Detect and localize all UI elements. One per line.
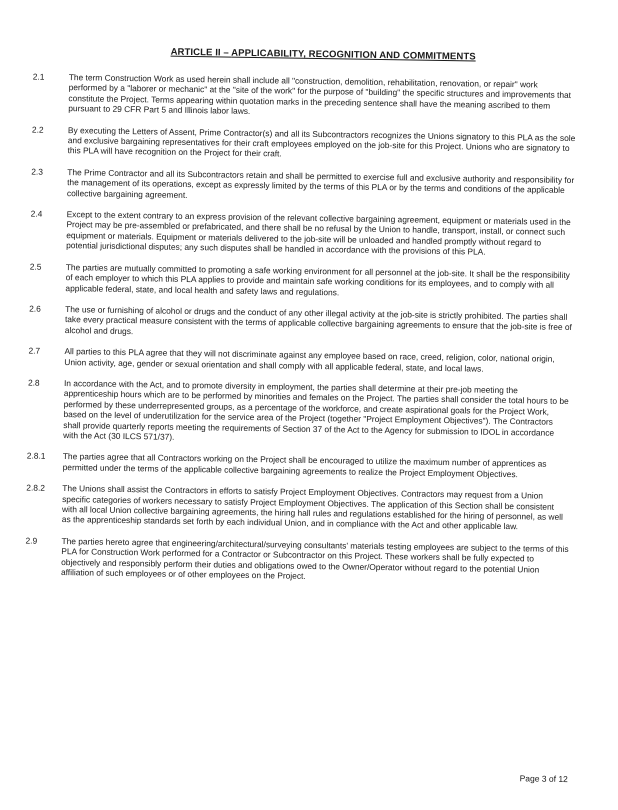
section-number: 2.1 (32, 71, 45, 82)
section-2-8 (27, 377, 572, 448)
section-text: The term Construction Work as used herein shall include all "construction, demolition, rehabilitation, renovation, or repair" work performed by a "laborer or mechanic" at the "site of the work" for the purpose of "building" the specific structures and improvements that constitute the Project. Terms appearing within quotation marks in the preceding sentence shall have the meaning ascribed to them pursuant to 29 CFR Part 5 and Illinois labor laws. (68, 72, 572, 117)
section-text: The Prime Contractor and all its Subcontractors retain and shall be permitted to exercise full and exclusive authority and responsibility for the management of its operations, except as expressly limited by the terms of this PLA or by the terms and conditions of the applicable collective bargaining agreement. (66, 166, 575, 200)
section-text: The Unions shall assist the Contractors in efforts to satisfy Project Employment Objectives. Contractors may request from a Union specific categories of workers necessary to satisfy Project Employment Objectives. The application of this Section shall be consistent with all local Union collective bargaining agreements, the hiring hall rules and regulations established for the hiring of personnel, as well as the apprenticeship standards set forth by each individual Union, and in compliance with the Act and other applicable law. (61, 483, 563, 532)
section-number: 2.5 (29, 261, 42, 272)
section-2-4 (30, 208, 575, 259)
section-text: The use or furnishing of alcohol or drugs and the conduct of any other illegal activity at the job-site is strictly prohibited. The parties shall take every practical measure consistent with the terms of applicable collective bargaining agreements to ensure that the job-site is free of alcohol and drugs. (64, 303, 572, 336)
section-2-3 (31, 166, 575, 206)
section-text: In accordance with the Act, and to promote diversity in employment, the parties shall determine at their pre-job meeting the apprenticeship hours which are to be performed by minorities and females on the Project. The parties shall consider the total hours to be performed by these underrepresented groups, as a percentage of the workforce, and create aspirational goals for the Project Work, based on the level of underutilization for the service area of the Project (together "Project Employment Objectives"). The Contractors shall provide quarterly reports meeting the requirements of Section 37 of the Act to the Agency for submission to IDOL in accordance with the Act (30 ILCS 571/37). (63, 377, 569, 442)
section-text: All parties to this PLA agree that they will not discriminate against any employee based on race, creed, religion, color, national origin, Union activity, age, gender or sexual orientation and shall comply with all applicable federal, state, and local laws. (64, 346, 555, 374)
section-text: By executing the Letters of Assent, Prime Contractor(s) and all its Subcontractors recognizes the Unions signatory to this PLA as the sole and exclusive bargaining representatives for their craft employees employed on the job-site for this Project. Unions who are signatory to this PLA will have recognition on the Project for their craft. (67, 124, 576, 159)
section-text: The parties are mutually committed to promoting a safe working environment for all personnel at the job-site. It shall be the responsibility of each employer to which this PLA applies to provide and maintain safe working conditions for its employees, and to comply with all applicable federal, state, and local health and safety laws and regulations. (65, 261, 570, 297)
article-prefix: ARTICLE II – (170, 46, 232, 59)
section-2-7 (28, 345, 572, 375)
section-number: 2.8.1 (26, 450, 46, 462)
section-text: The parties agree that all Contractors working on the Project shall be encouraged to utilize the maximum number of apprentices as permitted under the terms of the applicable collective bargaining agreements to realize the Project Employment Objectives. (62, 451, 547, 479)
section-2-5 (29, 261, 573, 301)
section-number: 2.6 (29, 303, 41, 314)
section-2-2 (31, 124, 576, 164)
section-number: 2.4 (30, 208, 43, 219)
section-number: 2.3 (31, 166, 44, 177)
section-number: 2.9 (25, 535, 38, 546)
section-number: 2.7 (28, 345, 41, 356)
section-2-6 (29, 303, 573, 343)
section-2-8-1 (26, 450, 571, 480)
section-2-8-2 (26, 482, 571, 533)
section-number: 2.8 (27, 377, 40, 388)
section-number: 2.2 (31, 124, 44, 135)
section-2-1 (32, 71, 577, 122)
article-heading (69, 45, 577, 64)
section-number: 2.8.2 (26, 482, 46, 493)
page-number: Page 3 of 12 (519, 773, 568, 785)
article-title: APPLICABILITY, RECOGNITION AND COMMITMENTS (231, 47, 476, 63)
section-text: The parties hereto agree that engineering/architectural/surveying consultants' materials testing employees are subject to the terms of this PLA for Construction Work performed for a Contractor or Subcontractor on this Project. These workers shall be fully expected to objectively and responsibly perform their duties and obligations owed to the Owner/Operator without regard to the potential Union affiliation of such employees or of other employees on the Project. (60, 535, 569, 581)
section-2-9 (25, 535, 570, 586)
section-text: Except to the extent contrary to an express provision of the relevant collective bargaining agreement, equipment or materials used in the Project may be pre-assembled or prefabricated, and there shall be no refusal by the Union to handle, transport, install, or connect such equipment or materials. Equipment or materials delivered to the job-site will be unloaded and handled promptly without regard to potential jurisdictional disputes; any such disputes shall be handled in accordance with the provisions of this PLA. (66, 209, 571, 257)
